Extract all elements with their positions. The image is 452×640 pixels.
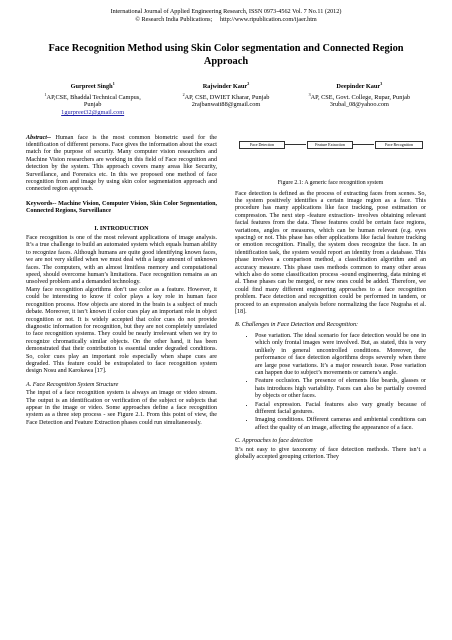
- author-3: [293, 80, 426, 117]
- author-affiliation: AP, CSE, Govt. College, Rupar, Punjab: [310, 93, 411, 101]
- abstract-text: Human face is the most common biometric used for the identification of different persons. Face gives the information about the exact match for the purpose of security. Many computer vision researchers and Machine Vision researchers are working in this field of Face recognition and detection by the system. This approach covers many areas like Security, Surveillance, and Forensics etc. In this we proposed one method of face recognition from and image by using skin color segmentation approach and connected region approach.: [26, 134, 217, 193]
- figure-caption: Figure 2.1: A generic face recognition system: [277, 179, 384, 186]
- publisher-line: [26, 16, 426, 24]
- author-email: 2rajbanwait88@gmail.com: [191, 101, 261, 109]
- affil-sup: 3: [308, 91, 311, 97]
- abstract: [26, 135, 217, 194]
- arrow-2: [352, 144, 374, 145]
- author-city: Punjab: [83, 101, 102, 109]
- journal-url-link[interactable]: http://www.ripublication.com/ijaer.htm: [220, 16, 317, 23]
- subsection-c-heading: C. Approaches to face detection: [235, 438, 313, 445]
- detection-paragraph: Face detection is defined as the process of extracting faces from scenes. So, the system positively identifies a certain image region as a face. This procedure has many applications like face tracking, pose estimation or compression. The next step -feature extraction- involves obtaining relevant facial features from the data. These features could be certain face regions, variations, angles or measures, which can be human relevant (e.g. eyes spacing) or not. This phase has other applications like facial feature tracking or emotion recognition. Finally, the system does recognize the face. In an identification task, the system would report an identity from a database. This phase involves a comparison method, a classification algorithm and an accuracy measure. This phase uses methods common to many other areas which also do some classification process -sound engineering, data mining et al. These phases can be merged, or new ones could be added. Therefore, we could find many different engineering approaches to a face recognition problem. Face detection and recognition could be performed in tandem, or proceed to an expression analysis before normalizing the face Nugraha et al. [18].: [235, 190, 426, 316]
- list-item: • Pose variation. The ideal scenario for face detection would be one in which only frontal images were involved. But, as stated, this is very unlikely in general uncontrolled conditions. Moreover, the performance of face detection algorithms drops severely when there are large pose variations. It’s a major research issue. Pose variation can happen due to subject’s movements or camera’s angle.: [255, 333, 426, 377]
- subsection-a-paragraph: The input of a face recognition system is always an image or video stream. The output is an identification or verification of the subject or subjects that appear in the image or video. Some approaches define a face recognition system as a three step process - see Figure 2.1. From this point of view, the Face Detection and Feature Extraction phases could run simultaneously.: [26, 390, 217, 426]
- author-sup: 3: [380, 81, 383, 86]
- list-item: • Facial expression. Facial features also vary greatly because of different facial gestures.: [255, 402, 426, 417]
- author-affiliation: AP, CSE, DWIET Kharar, Punjab: [184, 93, 270, 101]
- intro-paragraph-1: Face recognition is one of the most relevant applications of image analysis. It’s a true challenge to build an automated system which equals human ability to recognize faces. Although humans are quite good identifying known faces, we are not very skilled when we must deal with a large amount of unknown faces. The computers, with an almost limitless memory and computational speed, should overcome human’s limitations. Face recognition remains as an unsolved problem and a demanded technology.: [26, 235, 217, 286]
- intro-heading: I. INTRODUCTION: [94, 225, 149, 232]
- author-sup: 2: [247, 81, 250, 86]
- author-email[interactable]: 1gurpreet32@gmail.com: [61, 108, 125, 116]
- author-2: [159, 80, 292, 117]
- author-1: [26, 80, 159, 117]
- paper-title: Face Recognition Method using Skin Color segmentation and Connected Region Approach: [48, 43, 404, 67]
- author-name: Rajwinder Kaur: [202, 83, 248, 91]
- arrow-1: [284, 144, 306, 145]
- subsection-b-heading: B. Challenges in Face Detection and Recognition:: [235, 322, 359, 329]
- author-name: Gurpreet Singh: [70, 83, 113, 91]
- journal-header: [26, 8, 426, 24]
- publisher-prefix: © Research India Publications;: [135, 16, 213, 23]
- affil-sup: 1: [44, 91, 47, 97]
- face-recognition-box: Face Recognition: [375, 141, 423, 149]
- left-column: [26, 135, 217, 462]
- author-affiliation: AP,CSE, Bhaddal Technical Campus,: [46, 93, 141, 101]
- keywords: Keywords-- Machine Vision, Computer Vision, Skin Color Segmentation, Connected Regions, Surveillance: [26, 200, 217, 215]
- intro-paragraph-2: Many face recognition algorithms don’t use color as a feature. However, it could be interesting to know if color plays a key role in human face recognition process. How objects are stored in the brain is a subject of much debate. Moreover, it isn’t known if color cues play an important role in object recognition or not. It is widely accepted that color cues do not provide diagnostic information for recognition, but they are not completely unrelated to face recognition systems. They could be nearly irrelevant when we try to recognize chromatically similar objects. On the other hand, it has been demonstrated that their contribution is essential under degraded conditions. So, color cues play an important role especially when shape cues are degraded. This feature could be extrapolated to face recognition system design Nosu and Karokawa [17].: [26, 286, 217, 375]
- two-column-body: [26, 135, 426, 462]
- journal-line: International Journal of Applied Engineering Research, ISSN 0973-4562 Vol. 7 No.11 (2012): [110, 8, 342, 15]
- face-detection-box: Face Detection: [239, 141, 285, 149]
- author-email: 3rubal_08@yahoo.com: [329, 101, 389, 109]
- affil-sup: 2: [182, 91, 185, 97]
- list-item: • Feature occlusion. The presence of elements like beards, glasses or hats introduces high variability. Faces can also be partially covered by objects or other faces.: [255, 378, 426, 400]
- challenges-list: [235, 333, 426, 432]
- right-column: [235, 135, 426, 462]
- feature-extraction-box: Feature Extraction: [307, 141, 353, 149]
- author-block: [26, 80, 426, 117]
- subsection-a-heading: A. Face Recognition System Structure: [26, 381, 119, 388]
- figure-2-1: [235, 135, 426, 191]
- author-name: Deepinder Kaur: [336, 83, 381, 91]
- approaches-paragraph: It’s not easy to give taxonomy of face detection methods. There isn’t a globally accepted grouping criterion. They: [235, 446, 426, 460]
- list-item: • Imaging conditions. Different cameras and ambiental conditions can affect the quality of an image, affecting the appearance of a face.: [255, 417, 426, 432]
- abstract-label: Abstract--: [26, 134, 52, 141]
- author-sup: 1: [112, 81, 115, 86]
